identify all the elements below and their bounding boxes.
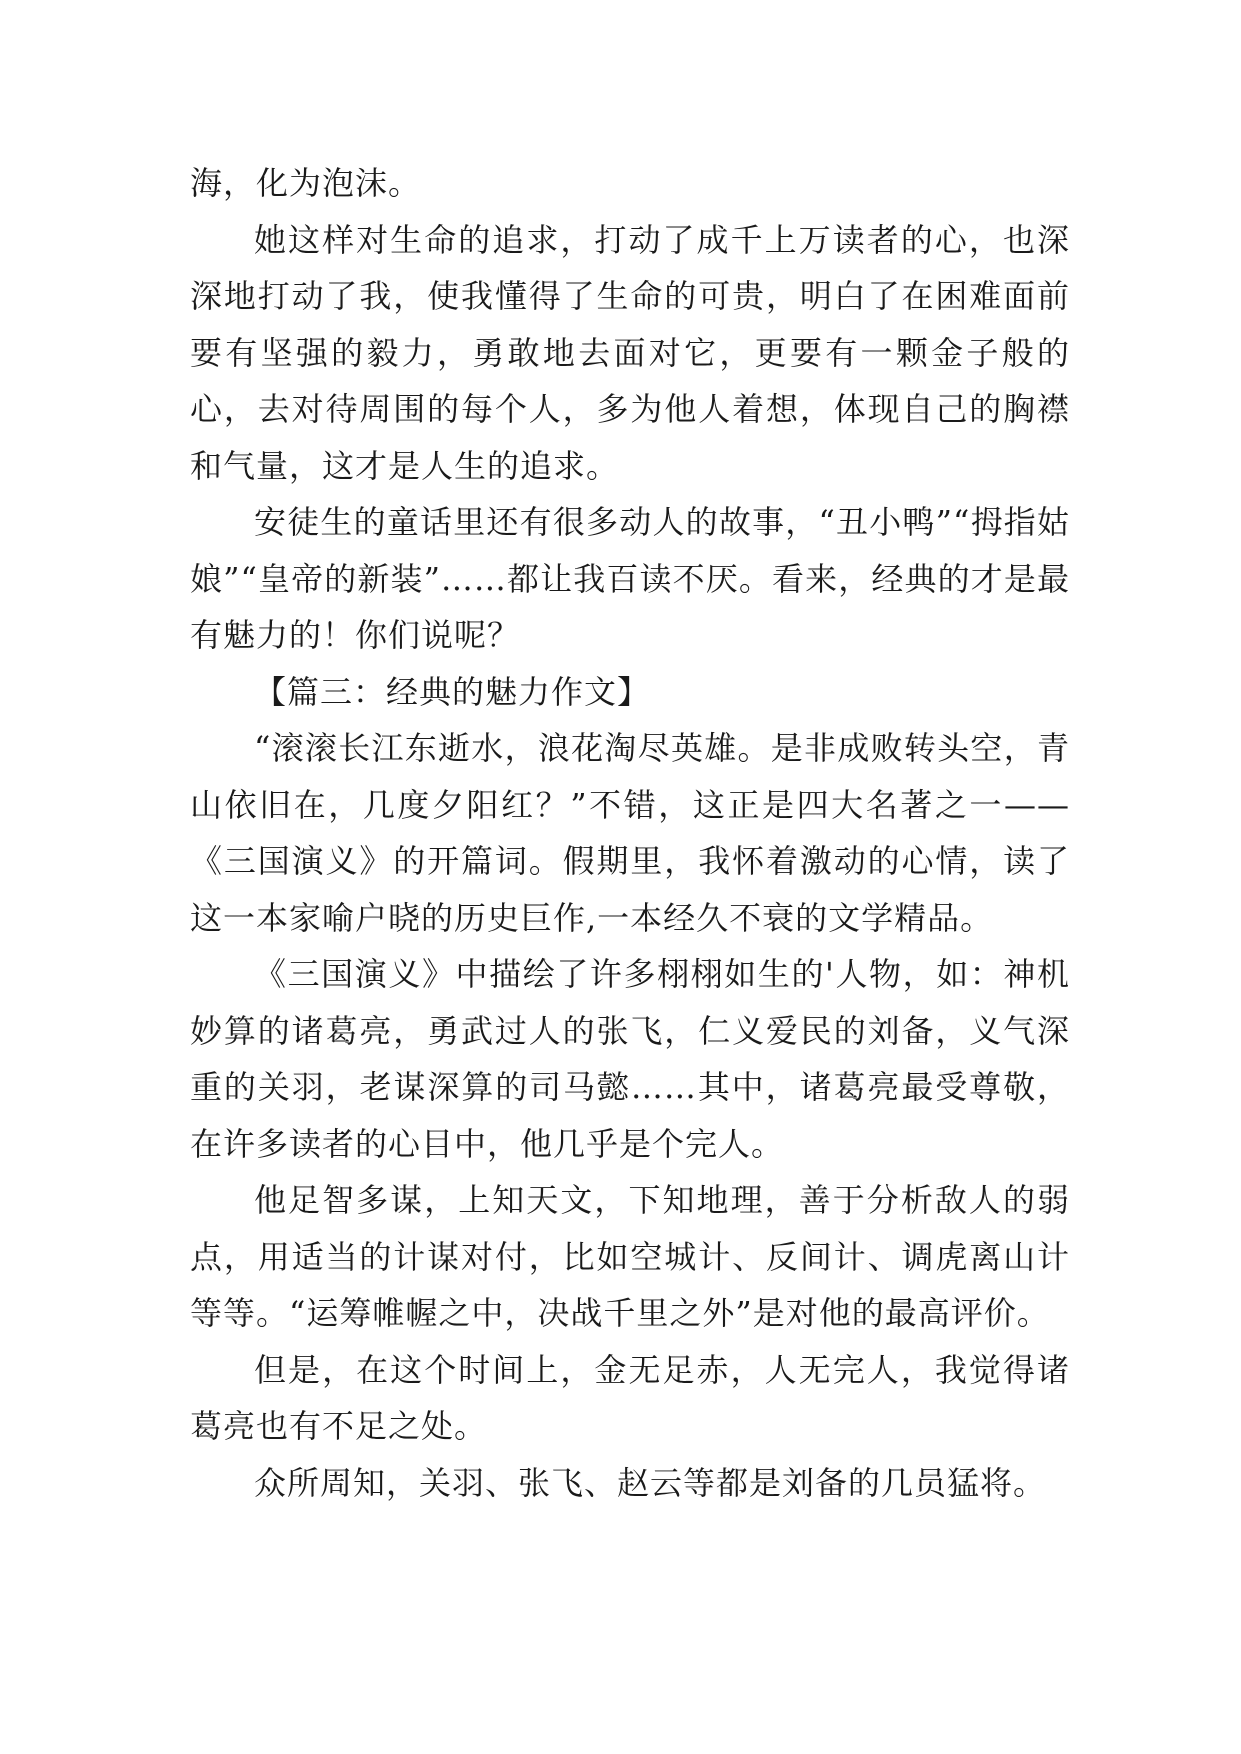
paragraph: 她这样对生命的追求，打动了成千上万读者的心，也深深地打动了我，使我懂得了生命的可贵，明白了在困难面前要有坚强的毅力，勇敢地去面对它，更要有一颗金子般的心，去对待周围的每个人，多为他人着想，体现自己的胸襟和气量，这才是人生的追求。 (190, 220, 1070, 485)
paragraph: 《三国演义》中描绘了许多栩栩如生的'人物，如：神机妙算的诸葛亮，勇武过人的张飞，仁义爱民的刘备，义气深重的关羽，老谋深算的司马懿……其中，诸葛亮最受尊敬，在许多读者的心目中，他几乎是个完人。 (190, 955, 1070, 1163)
paragraph: 安徒生的童话里还有很多动人的故事，“丑小鸭”“拇指姑娘”“皇帝的新装”……都让我百读不厌。看来，经典的才是最有魅力的！你们说呢？ (190, 503, 1070, 654)
paragraph: “滚滚长江东逝水，浪花淘尽英雄。是非成败转头空，青山依旧在，几度夕阳红？”不错，这正是四大名著之一——《三国演义》的开篇词。假期里，我怀着激动的心情，读了这一本家喻户晓的历史巨作,一本经久不衰的文学精品。 (190, 729, 1070, 937)
paragraph: 但是，在这个时间上，金无足赤，人无完人，我觉得诸葛亮也有不足之处。 (190, 1350, 1070, 1445)
section-heading: 【篇三：经典的魅力作文】 (254, 672, 651, 711)
paragraph-continuation: 海，化为泡沫。 (190, 164, 422, 202)
paragraph: 他足智多谋，上知天文，下知地理，善于分析敌人的弱点，用适当的计谋对付，比如空城计、反间计、调虎离山计等等。“运筹帷幄之中，决战千里之外”是对他的最高评价。 (190, 1181, 1070, 1332)
paragraph: 众所周知，关羽、张飞、赵云等都是刘备的几员猛将。 (254, 1463, 1047, 1502)
document-body (190, 155, 1070, 1511)
